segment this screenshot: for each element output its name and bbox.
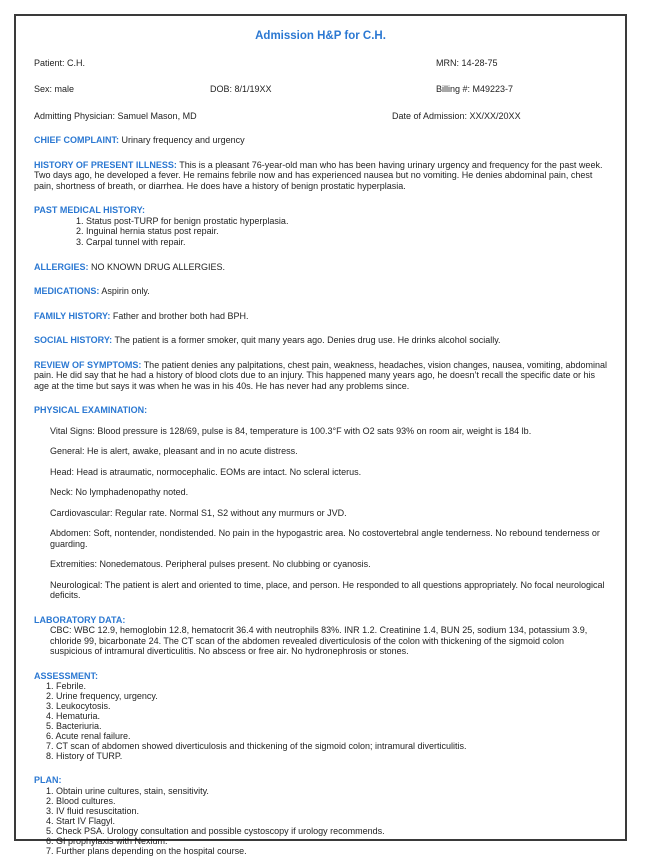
list-item: 7. CT scan of abdomen showed diverticulosis and thickening of the sigmoid colon; intramural diverticulitis. bbox=[46, 741, 467, 752]
list-item: 6. GI prophylaxis with Nexium. bbox=[46, 835, 168, 846]
section-text: This is a pleasant 76-year-old man who has been having urinary urgency and frequency for the past week. Two days ago, he developed a fever. He remains febrile now and has experienced nausea but no vomiting. He denies abdominal pain, chest pain, shortness of breath, or diarrhea. He does have a history of benign prostatic hyperplasia. bbox=[34, 159, 603, 191]
section-family-history bbox=[34, 311, 607, 322]
sex-field: Sex: male bbox=[34, 84, 75, 94]
assessment-list bbox=[46, 681, 607, 761]
section-assessment bbox=[34, 671, 607, 682]
page-title: Admission H&P for C.H. bbox=[255, 30, 386, 42]
plan-list bbox=[46, 786, 607, 856]
admission-date-field: Date of Admission: XX/XX/20XX bbox=[392, 110, 521, 121]
section-text: Urinary frequency and urgency bbox=[121, 135, 245, 145]
physical-examination-findings bbox=[34, 426, 607, 601]
section-label: LABORATORY DATA: bbox=[34, 614, 126, 625]
section-laboratory-data bbox=[34, 615, 607, 626]
past-medical-history-list bbox=[76, 216, 607, 248]
list-item: 1. Status post-TURP for benign prostatic hyperplasia. bbox=[76, 215, 289, 226]
section-plan bbox=[34, 775, 607, 786]
laboratory-data-text: CBC: WBC 12.9, hemoglobin 12.8, hematocrit 36.4 with neutrophils 83%. INR 1.2. Creatinine 1.4, BUN 25, sodium 134, potassium 3.9, chloride 99, bicarbonate 24. The CT scan of the abdomen revealed diverticulosis of the colon with thickening of the sigmoid colon suspicious of intramural diverticulitis. No abscess or free air. No hydronephrosis or stones. bbox=[50, 625, 588, 657]
pe-neck: Neck: No lymphadenopathy noted. bbox=[50, 487, 189, 498]
section-medications bbox=[34, 286, 607, 297]
section-text: NO KNOWN DRUG ALLERGIES. bbox=[91, 261, 226, 272]
section-label: FAMILY HISTORY: bbox=[34, 310, 111, 321]
list-item: 2. Urine frequency, urgency. bbox=[46, 691, 158, 702]
section-allergies bbox=[34, 262, 607, 273]
section-text: Aspirin only. bbox=[101, 286, 150, 297]
dob-field: DOB: 8/1/19XX bbox=[210, 84, 272, 94]
section-physical-examination bbox=[34, 405, 607, 416]
section-label: HISTORY OF PRESENT ILLNESS: bbox=[34, 159, 177, 170]
section-social-history bbox=[34, 335, 607, 346]
section-label: ALLERGIES: bbox=[34, 261, 89, 272]
list-item: 1. Obtain urine cultures, stain, sensitivity. bbox=[46, 785, 209, 796]
list-item: 5. Bacteriuria. bbox=[46, 721, 102, 732]
section-text: The patient is a former smoker, quit many years ago. Denies drug use. He drinks alcohol socially. bbox=[114, 335, 501, 346]
patient-info-row-2 bbox=[34, 84, 607, 95]
list-item: 8. History of TURP. bbox=[46, 751, 123, 762]
list-item: 4. Start IV Flagyl. bbox=[46, 815, 116, 826]
section-past-medical-history bbox=[34, 205, 607, 216]
section-history-of-present-illness bbox=[34, 160, 607, 192]
section-label: CHIEF COMPLAINT: bbox=[34, 135, 119, 145]
list-item: 3. IV fluid resuscitation. bbox=[46, 805, 140, 816]
patient-name-field: Patient: C.H. bbox=[34, 57, 86, 68]
section-label: PHYSICAL EXAMINATION: bbox=[34, 405, 148, 416]
section-label: PAST MEDICAL HISTORY: bbox=[34, 205, 146, 215]
section-label: SOCIAL HISTORY: bbox=[34, 335, 113, 346]
pe-head: Head: Head is atraumatic, normocephalic. EOMs are intact. No scleral icterus. bbox=[50, 466, 362, 477]
section-label: MEDICATIONS: bbox=[34, 286, 100, 297]
list-item: 5. Check PSA. Urology consultation and possible cystoscopy if urology recommends. bbox=[46, 825, 385, 836]
section-label: PLAN: bbox=[34, 775, 62, 786]
list-item: 3. Leukocytosis. bbox=[46, 701, 111, 712]
list-item: 3. Carpal tunnel with repair. bbox=[76, 237, 186, 248]
list-item: 7. Further plans depending on the hospital course. bbox=[46, 845, 247, 856]
list-item: 2. Inguinal hernia status post repair. bbox=[76, 226, 219, 237]
pe-vital-signs: Vital Signs: Blood pressure is 128/69, pulse is 84, temperature is 100.3°F with O2 sats 93% on room air, weight is 184 lb. bbox=[50, 425, 532, 436]
section-label: REVIEW OF SYMPTOMS: bbox=[34, 359, 142, 370]
pe-neurological: Neurological: The patient is alert and oriented to time, place, and person. He responded to all questions appropriately. No focal neurological deficits. bbox=[50, 579, 605, 601]
section-text: Father and brother both had BPH. bbox=[112, 310, 249, 321]
billing-number-field: Billing #: M49223-7 bbox=[436, 84, 514, 94]
pe-general: General: He is alert, awake, pleasant and in no acute distress. bbox=[50, 446, 298, 457]
pe-cardiovascular: Cardiovascular: Regular rate. Normal S1, S2 without any murmurs or JVD. bbox=[50, 507, 347, 518]
pe-extremities: Extremities: Nonedematous. Peripheral pulses present. No clubbing or cyanosis. bbox=[50, 559, 371, 570]
section-chief-complaint bbox=[34, 135, 607, 146]
patient-info-row-1 bbox=[34, 58, 607, 69]
list-item: 6. Acute renal failure. bbox=[46, 731, 131, 742]
section-label: ASSESSMENT: bbox=[34, 670, 99, 681]
mrn-field: MRN: 14-28-75 bbox=[436, 57, 498, 68]
admitting-physician-field: Admitting Physician: Samuel Mason, MD bbox=[34, 110, 197, 121]
section-review-of-symptoms bbox=[34, 360, 607, 392]
list-item: 2. Blood cultures. bbox=[46, 795, 116, 806]
section-text: The patient denies any palpitations, chest pain, weakness, headaches, vision changes, nausea, vomiting, abdominal pain. He did say that he had a history of blood clots due to an injury. This happened many years ago, he doesn’t recall the specific date or his age at the time but says it was when he was in his 40s. He has never had any problems since. bbox=[34, 359, 607, 391]
pe-abdomen: Abdomen: Soft, nontender, nondistended. No pain in the hypogastric area. No costovertebral angle tenderness. No rebound tenderness or guarding. bbox=[50, 528, 600, 549]
patient-info-row-3 bbox=[34, 111, 607, 122]
list-item: 1. Febrile. bbox=[46, 681, 87, 692]
admission-hp-document bbox=[14, 14, 627, 856]
list-item: 4. Hematuria. bbox=[46, 711, 101, 722]
